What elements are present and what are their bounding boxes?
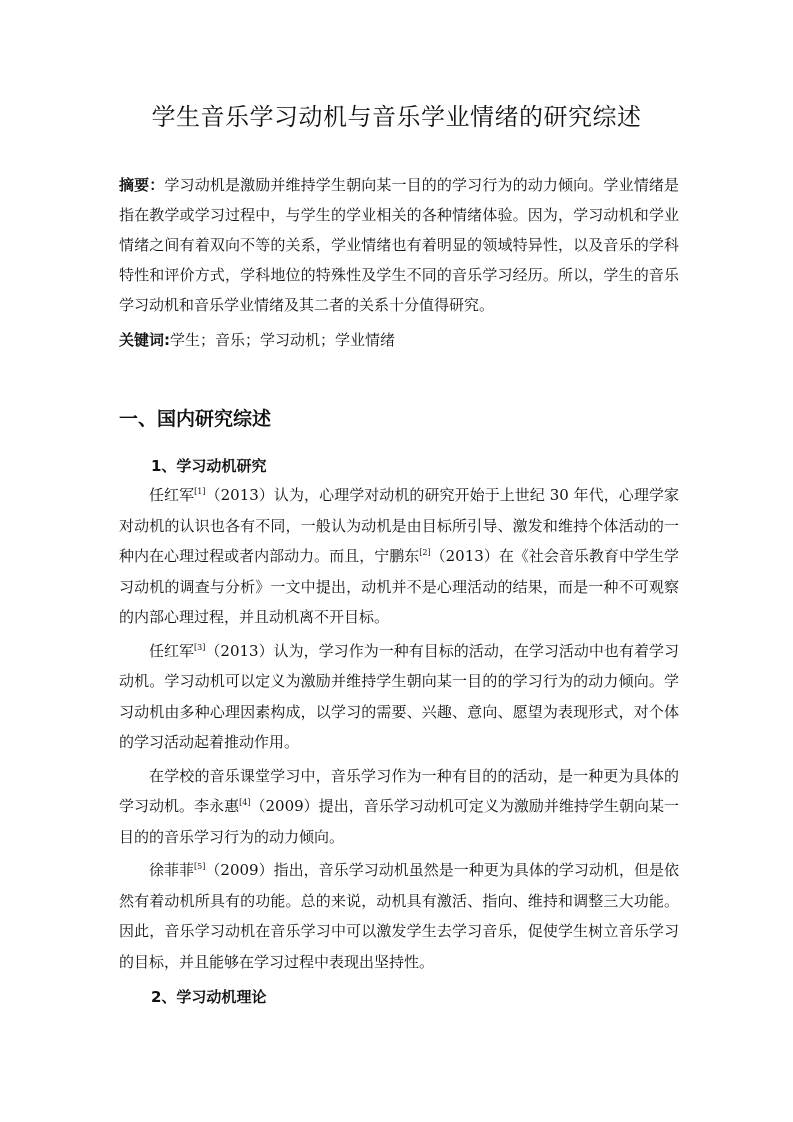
abstract-label: 摘要： [119, 176, 165, 194]
p2-text-a: 任红军 [149, 641, 195, 660]
paragraph-1 [119, 480, 679, 633]
citation-ref: [2] [419, 548, 431, 557]
paragraph-4 [119, 855, 679, 977]
p1-text-c: （2013）在《社会音乐教育中学生学习动机的调查与分析》一文中提出，动机并不是心理活动的结果，而是一种不可观察的内部心理过程，并且动机离不开目标。 [119, 547, 679, 626]
p1-text-a: 任红军 [149, 486, 195, 504]
paragraph-2 [119, 636, 679, 758]
citation-ref: [4] [239, 798, 251, 807]
citation-ref: [3] [194, 642, 206, 652]
paragraph-3 [119, 761, 679, 853]
section-heading-domestic-review: 一、国内研究综述 [119, 408, 272, 430]
subsection-heading-motivation-research: 1、学习动机研究 [151, 457, 267, 475]
section-body [119, 480, 679, 980]
citation-ref: [5] [194, 862, 206, 871]
keywords [119, 325, 679, 355]
subsection-heading-motivation-theory: 2、学习动机理论 [151, 988, 267, 1006]
p2-text-b: （2013）认为，学习作为一种有目标的活动，在学习活动中也有着学习动机。学习动机可以定义为激励并维持学生朝向某一目的的学习行为的动力倾向。学习动机由多种心理因素构成，以学习的需要、兴趣、意向、愿望为表现形式，对个体的学习活动起着推动作用。 [119, 641, 679, 751]
p3-text-a: 在学校的音乐课堂学习中，音乐学习作为一种有目的的活动，是一种更为具体的学习动机。李永惠 [119, 766, 679, 815]
abstract-text: 学习动机是激励并维持学生朝向某一目的的学习行为的动力倾向。学业情绪是指在教学或学习过程中，与学生的学业相关的各种情绪体验。因为，学习动机和学业情绪之间有着双向不等的关系，学业情绪也有着明显的领域特异性，以及音乐的学科特性和评价方式，学科地位的特殊性及学生不同的音乐学习经历。所以，学生的音乐学习动机和音乐学业情绪及其二者的关系十分值得研究。 [119, 176, 679, 314]
p1-text-b: （2013）认为，心理学对动机的研究开始于上世纪 30 年代，心理学家对动机的认识也各有不同，一般认为动机是由目标所引导、激发和维持个体活动的一种内在心理过程或者内部动力。而且，宁鹏东 [119, 486, 679, 565]
paper-title: 学生音乐学习动机与音乐学业情绪的研究综述 [151, 103, 642, 131]
keywords-label: 关键词: [119, 331, 170, 349]
keywords-text: 学生；音乐；学习动机；学业情绪 [170, 331, 396, 349]
abstract [119, 170, 679, 320]
p3-text-b: （2009）提出，音乐学习动机可定义为激励并维持学生朝向某一目的的音乐学习行为的动力倾向。 [119, 797, 679, 846]
p4-text-a: 徐菲菲 [149, 861, 195, 879]
p4-text-b: （2009）指出，音乐学习动机虽然是一种更为具体的学习动机，但是依然有着动机所具有的功能。总的来说，动机具有激活、指向、维持和调整三大功能。因此，音乐学习动机在音乐学习中可以激发学生去学习音乐，促使学生树立音乐学习的目标，并且能够在学习过程中表现出坚持性。 [119, 861, 679, 971]
citation-ref: [1] [194, 487, 206, 496]
